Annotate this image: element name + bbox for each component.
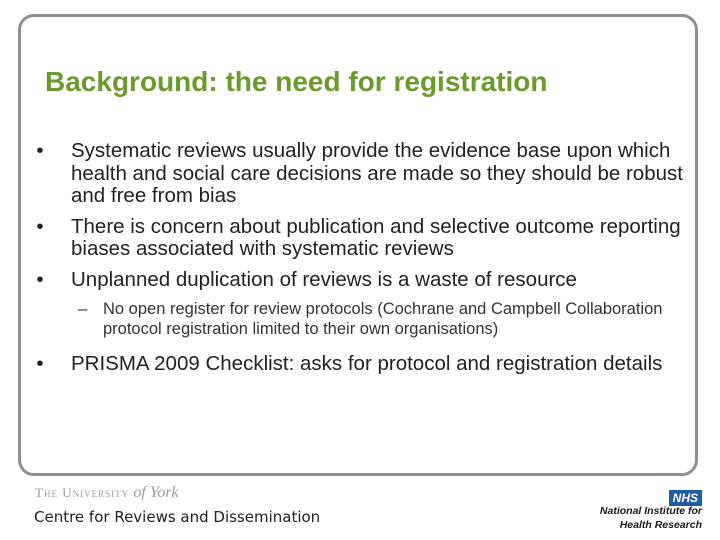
bullet-item (30, 353, 685, 376)
bullet-item (30, 140, 685, 208)
slide-title: Background: the need for registration (45, 66, 548, 97)
york-logo-script: of York (133, 484, 179, 501)
bullet-marker: • (36, 214, 44, 238)
nhs-badge: NHS (669, 490, 702, 506)
nihr-line-1: National Institute for (599, 505, 702, 517)
bullet-text: Systematic reviews usually provide the evidence base upon which health and social care decisions are made so they should be robust and free from bias (71, 139, 683, 207)
centre-name: Centre for Reviews and Dissemination (34, 508, 321, 526)
bullet-item (30, 216, 685, 261)
york-logo-text: The University (35, 485, 130, 500)
bullet-marker: • (36, 267, 44, 291)
sub-bullet-text: No open register for review protocols (Cochrane and Campbell Collaboration protocol registration limited to their own organisations) (103, 300, 663, 338)
bullet-text: There is concern about publication and selective outcome reporting biases associated with systematic reviews (71, 214, 681, 260)
nihr-logo (600, 490, 704, 534)
university-of-york-logo (35, 484, 179, 502)
bullet-marker: • (36, 352, 44, 375)
sub-bullet-marker: – (78, 300, 88, 318)
nihr-line-2: Health Research (619, 519, 702, 531)
bullet-item (30, 269, 685, 292)
bullet-text: PRISMA 2009 Checklist: asks for protocol and registration details (71, 352, 663, 375)
bullet-list (30, 140, 685, 376)
bullet-text: Unplanned duplication of reviews is a waste of resource (71, 267, 577, 291)
bullet-marker: • (36, 139, 44, 162)
sub-bullet-item (30, 299, 685, 339)
